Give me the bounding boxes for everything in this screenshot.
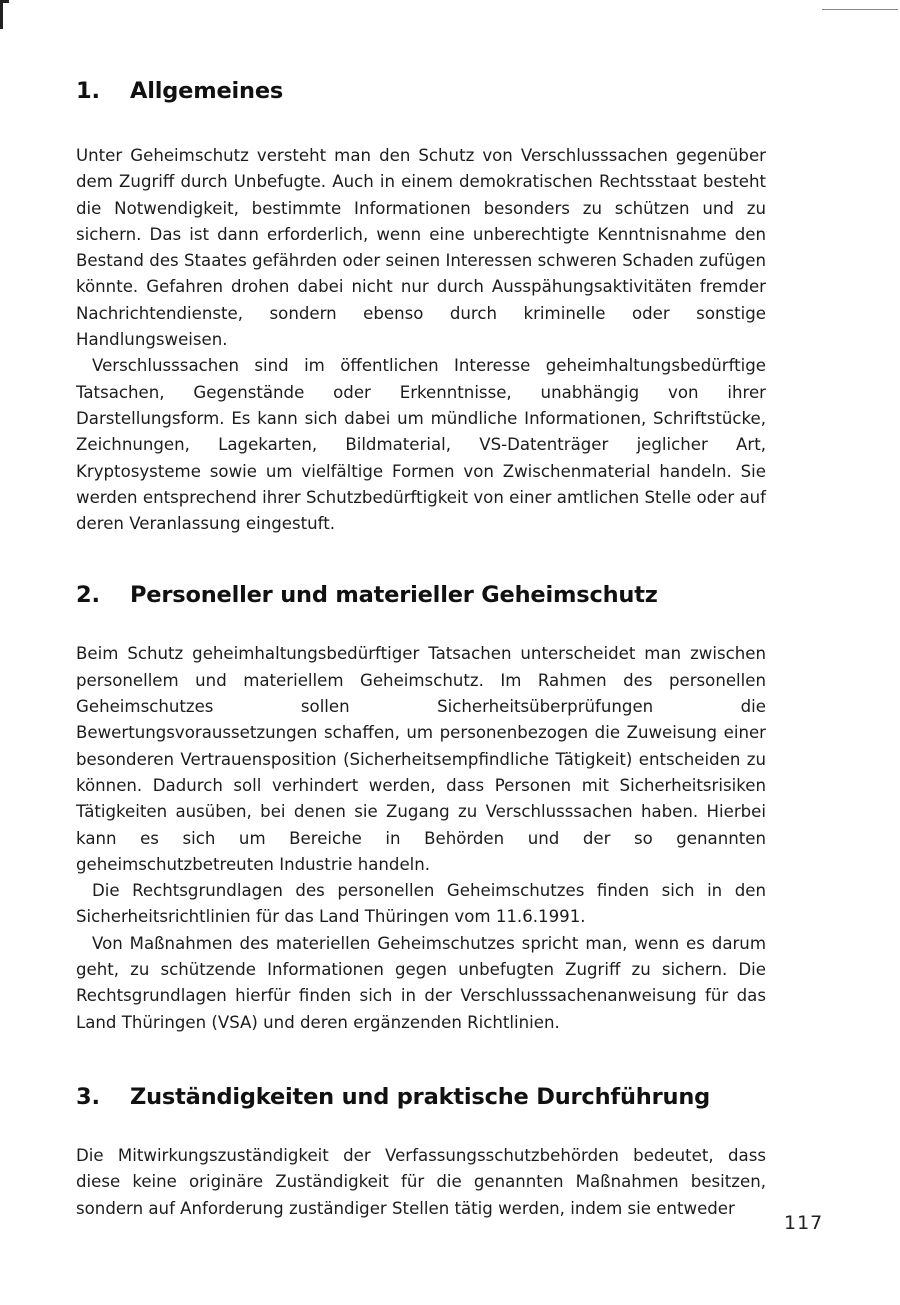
header-rule <box>822 9 898 10</box>
paragraph: Beim Schutz geheimhaltungsbedürftiger Tatsachen unterscheidet man zwischen personellem und materiellem Geheimschutz. Im Rahmen des personellen Geheimschutzes sollen Sicherheitsüberprüfungen die Bewertungsvoraussetzungen schaffen, um personenbezogen die Zuweisung einer besonderen Vertrauensposition (Sicherheitsempfindliche Tätigkeit) entscheiden zu können. Dadurch soll verhindert werden, dass Personen mit Sicherheitsrisiken Tätigkeiten ausüben, bei denen sie Zugang zu Verschlusssachen haben. Hierbei kann es sich um Bereiche in Behörden und der so genannten geheimschutzbetreuten Industrie handeln. <box>76 644 766 874</box>
section-heading <box>76 582 766 608</box>
section-title: Allgemeines <box>130 78 284 104</box>
section-heading <box>76 1084 766 1110</box>
section-personeller-materieller-geheimschutz <box>76 582 766 1035</box>
paragraph: Die Rechtsgrundlagen des personellen Geheimschutzes finden sich in den Sicherheitsrichtlinien für das Land Thüringen vom 11.6.1991. <box>76 881 766 927</box>
paragraph: Von Maßnahmen des materiellen Geheimschutzes spricht man, wenn es darum geht, zu schützende Informationen gegen unbefugten Zugriff zu sichern. Die Rechtsgrundlagen hierfür finden sich in der Verschlusssachenanweisung für das Land Thüringen (VSA) und deren ergänzenden Richtlinien. <box>76 933 766 1032</box>
crop-corner-mark <box>0 0 9 29</box>
section-number: 3. <box>76 1083 100 1110</box>
section-zustaendigkeiten <box>76 1084 766 1222</box>
section-number: 1. <box>76 78 100 104</box>
section-number: 2. <box>76 582 100 609</box>
section-title: Zuständigkeiten und praktische Durchführung <box>130 1083 711 1110</box>
paragraph: Die Mitwirkungszuständigkeit der Verfassungsschutzbehörden bedeutet, dass diese keine originäre Zuständigkeit für die genannten Maßnahmen besitzen, sondern auf Anforderung zuständiger Stellen tätig werden, indem sie entweder <box>76 1145 766 1218</box>
section-heading <box>76 78 766 104</box>
page-number: 117 <box>784 1212 824 1234</box>
paragraph: Unter Geheimschutz versteht man den Schutz von Verschlusssachen gegenüber dem Zugriff durch Unbefugte. Auch in einem demokratischen Rechtsstaat besteht die Notwendigkeit, bestimmte Informationen besonders zu schützen und zu sichern. Das ist dann erforderlich, wenn eine unberechtigte Kenntnisnahme den Bestand des Staates gefährden oder seinen Interessen schweren Schaden zufügen könnte. Gefahren drohen dabei nicht nur durch Ausspähungsaktivitäten fremder Nachrichtendienste, sondern ebenso durch kriminelle oder sonstige Handlungsweisen. <box>76 146 766 350</box>
page-body <box>76 78 766 1222</box>
section-title: Personeller und materieller Geheimschutz <box>130 582 658 609</box>
paragraph: Verschlusssachen sind im öffentlichen Interesse geheimhaltungsbedürftige Tatsachen, Gegenstände oder Erkenntnisse, unabhängig von ihrer Darstellungsform. Es kann sich dabei um mündliche Informationen, Schriftstücke, Zeichnungen, Lagekarten, Bildmaterial, VS-Datenträger jeglicher Art, Kryptosysteme sowie um vielfältige Formen von Zwischenmaterial handeln. Sie werden entsprechend ihrer Schutzbedürftigkeit von einer amtlichen Stelle oder auf deren Veranlassung eingestuft. <box>76 356 766 534</box>
section-allgemeines <box>76 78 766 537</box>
